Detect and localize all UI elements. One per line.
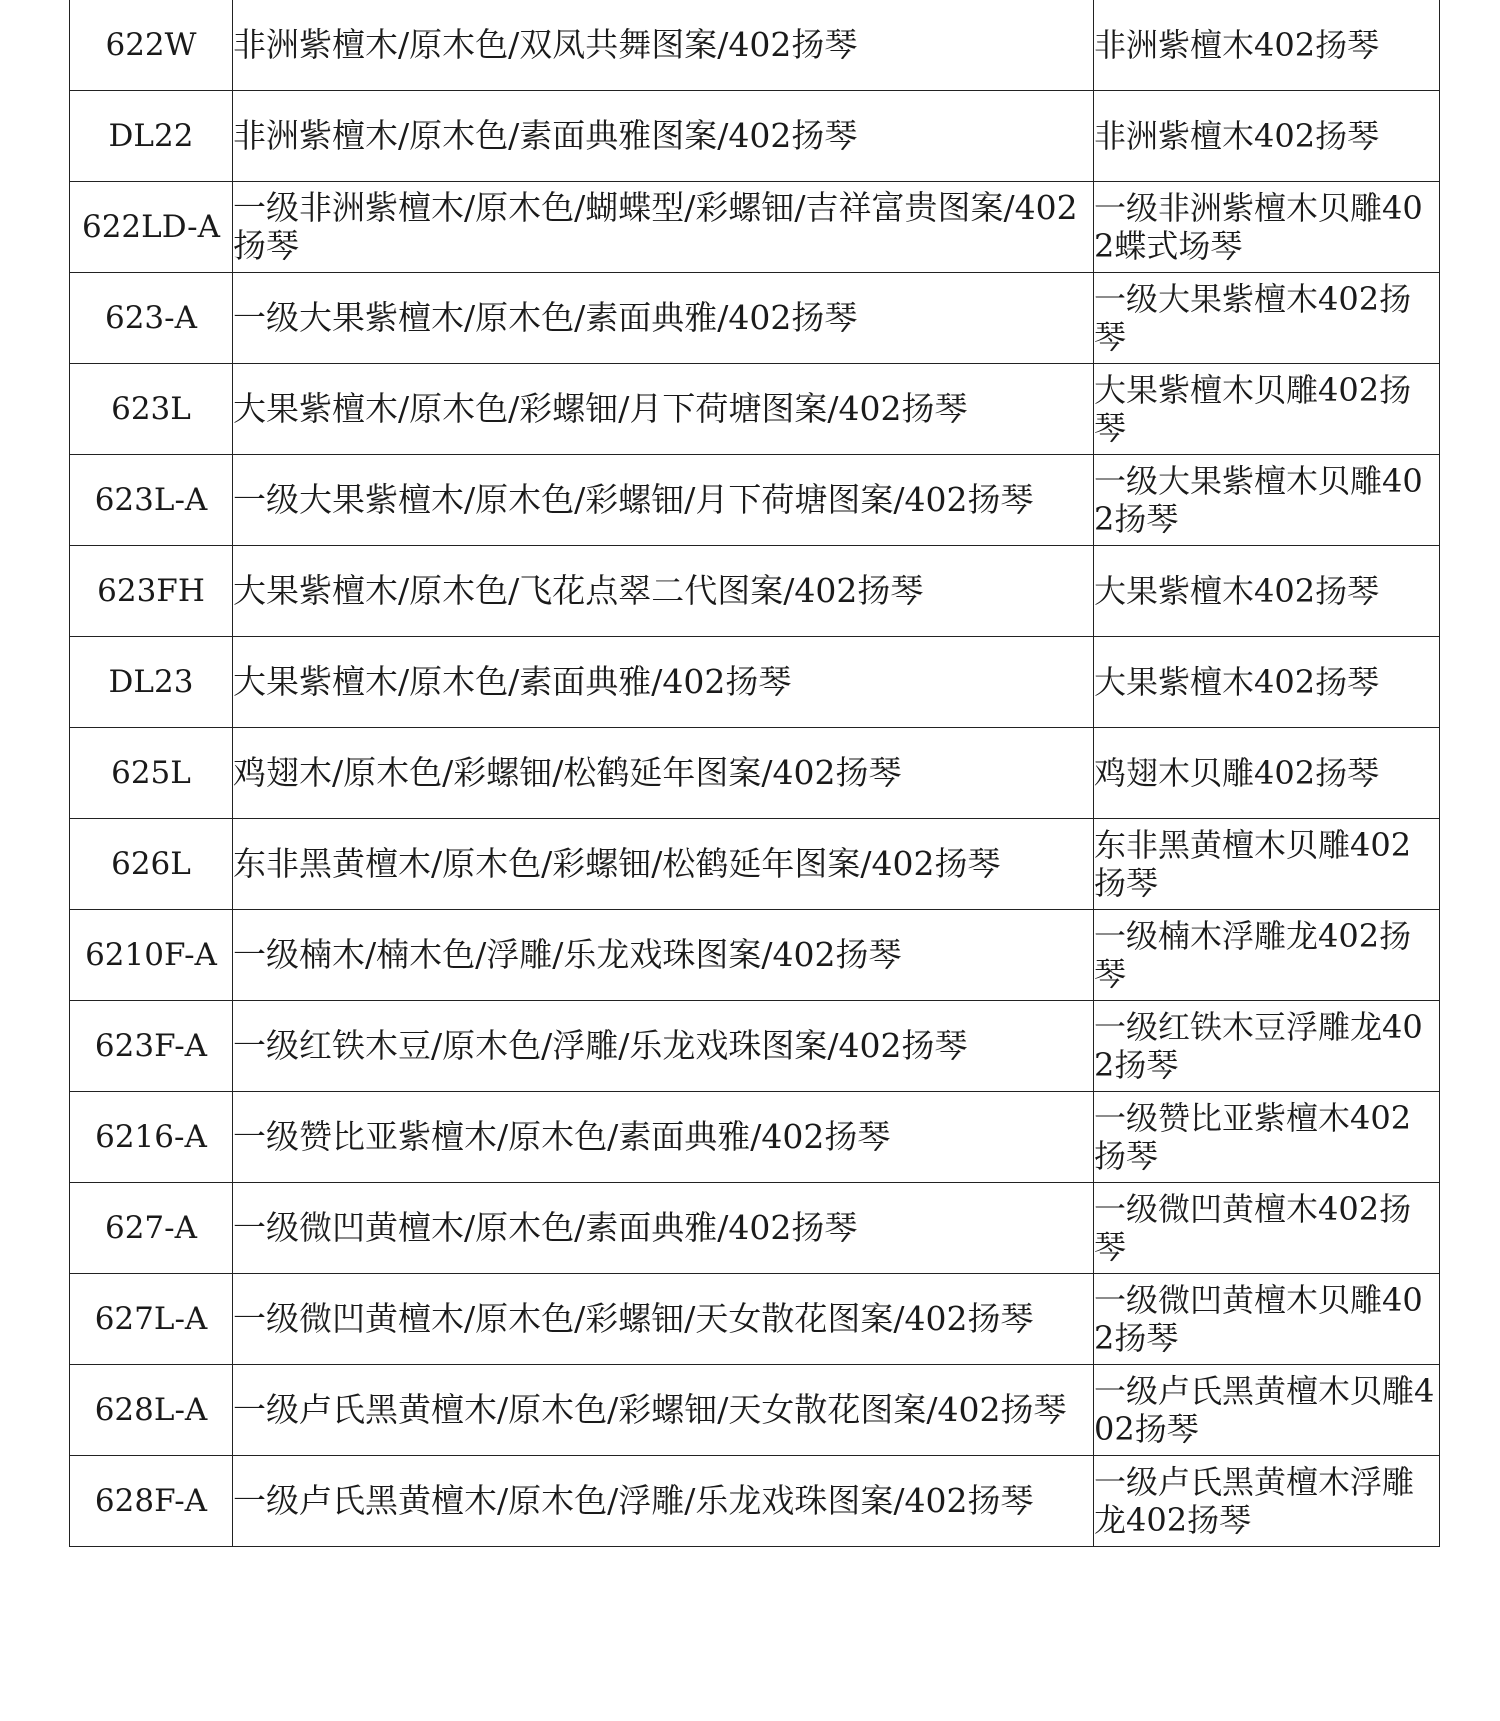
- short-name-cell: 一级微凹黄檀木贝雕402扬琴: [1094, 1274, 1440, 1365]
- table-row: [70, 819, 1440, 910]
- table-row: [70, 0, 1440, 91]
- model-cell: 628F-A: [70, 1456, 233, 1547]
- model-cell: 623F-A: [70, 1001, 233, 1092]
- table-row: [70, 273, 1440, 364]
- model-cell: 623L: [70, 364, 233, 455]
- table-row: [70, 637, 1440, 728]
- model-cell: 625L: [70, 728, 233, 819]
- model-cell: 6210F-A: [70, 910, 233, 1001]
- table-row: [70, 728, 1440, 819]
- short-name-cell: 东非黑黄檀木贝雕402扬琴: [1094, 819, 1440, 910]
- short-name-cell: 大果紫檀木402扬琴: [1094, 637, 1440, 728]
- short-name-cell: 一级大果紫檀木贝雕402扬琴: [1094, 455, 1440, 546]
- model-cell: 627L-A: [70, 1274, 233, 1365]
- product-table: [69, 0, 1440, 1547]
- model-cell: DL22: [70, 91, 233, 182]
- table-row: [70, 182, 1440, 273]
- table-row: [70, 546, 1440, 637]
- description-cell: 一级非洲紫檀木/原木色/蝴蝶型/彩螺钿/吉祥富贵图案/402扬琴: [233, 182, 1094, 273]
- model-cell: 623L-A: [70, 455, 233, 546]
- short-name-cell: 一级大果紫檀木402扬琴: [1094, 273, 1440, 364]
- short-name-cell: 一级微凹黄檀木402扬琴: [1094, 1183, 1440, 1274]
- model-cell: DL23: [70, 637, 233, 728]
- description-cell: 一级楠木/楠木色/浮雕/乐龙戏珠图案/402扬琴: [233, 910, 1094, 1001]
- table-row: [70, 1092, 1440, 1183]
- description-cell: 一级红铁木豆/原木色/浮雕/乐龙戏珠图案/402扬琴: [233, 1001, 1094, 1092]
- short-name-cell: 一级非洲紫檀木贝雕402蝶式场琴: [1094, 182, 1440, 273]
- table-row: [70, 910, 1440, 1001]
- description-cell: 一级微凹黄檀木/原木色/素面典雅/402扬琴: [233, 1183, 1094, 1274]
- short-name-cell: 一级红铁木豆浮雕龙402扬琴: [1094, 1001, 1440, 1092]
- short-name-cell: 一级卢氏黑黄檀木浮雕龙402扬琴: [1094, 1456, 1440, 1547]
- description-cell: 一级大果紫檀木/原木色/素面典雅/402扬琴: [233, 273, 1094, 364]
- short-name-cell: 大果紫檀木402扬琴: [1094, 546, 1440, 637]
- short-name-cell: 一级卢氏黑黄檀木贝雕402扬琴: [1094, 1365, 1440, 1456]
- model-cell: 626L: [70, 819, 233, 910]
- model-cell: 622W: [70, 0, 233, 91]
- table-row: [70, 1456, 1440, 1547]
- model-cell: 627-A: [70, 1183, 233, 1274]
- description-cell: 鸡翅木/原木色/彩螺钿/松鹤延年图案/402扬琴: [233, 728, 1094, 819]
- model-cell: 6216-A: [70, 1092, 233, 1183]
- model-cell: 623FH: [70, 546, 233, 637]
- model-cell: 623-A: [70, 273, 233, 364]
- description-cell: 一级赞比亚紫檀木/原木色/素面典雅/402扬琴: [233, 1092, 1094, 1183]
- model-cell: 622LD-A: [70, 182, 233, 273]
- short-name-cell: 一级楠木浮雕龙402扬琴: [1094, 910, 1440, 1001]
- table-row: [70, 1274, 1440, 1365]
- description-cell: 一级微凹黄檀木/原木色/彩螺钿/天女散花图案/402扬琴: [233, 1274, 1094, 1365]
- table-row: [70, 1365, 1440, 1456]
- description-cell: 一级卢氏黑黄檀木/原木色/彩螺钿/天女散花图案/402扬琴: [233, 1365, 1094, 1456]
- description-cell: 大果紫檀木/原木色/飞花点翠二代图案/402扬琴: [233, 546, 1094, 637]
- short-name-cell: 鸡翅木贝雕402扬琴: [1094, 728, 1440, 819]
- description-cell: 大果紫檀木/原木色/素面典雅/402扬琴: [233, 637, 1094, 728]
- model-cell: 628L-A: [70, 1365, 233, 1456]
- description-cell: 大果紫檀木/原木色/彩螺钿/月下荷塘图案/402扬琴: [233, 364, 1094, 455]
- description-cell: 非洲紫檀木/原木色/素面典雅图案/402扬琴: [233, 91, 1094, 182]
- table-row: [70, 91, 1440, 182]
- short-name-cell: 非洲紫檀木402扬琴: [1094, 91, 1440, 182]
- short-name-cell: 一级赞比亚紫檀木402扬琴: [1094, 1092, 1440, 1183]
- short-name-cell: 非洲紫檀木402扬琴: [1094, 0, 1440, 91]
- description-cell: 一级卢氏黑黄檀木/原木色/浮雕/乐龙戏珠图案/402扬琴: [233, 1456, 1094, 1547]
- table-row: [70, 1183, 1440, 1274]
- description-cell: 东非黑黄檀木/原木色/彩螺钿/松鹤延年图案/402扬琴: [233, 819, 1094, 910]
- product-table-body: [70, 0, 1440, 1547]
- table-row: [70, 1001, 1440, 1092]
- description-cell: 一级大果紫檀木/原木色/彩螺钿/月下荷塘图案/402扬琴: [233, 455, 1094, 546]
- table-row: [70, 364, 1440, 455]
- table-row: [70, 455, 1440, 546]
- short-name-cell: 大果紫檀木贝雕402扬琴: [1094, 364, 1440, 455]
- description-cell: 非洲紫檀木/原木色/双凤共舞图案/402扬琴: [233, 0, 1094, 91]
